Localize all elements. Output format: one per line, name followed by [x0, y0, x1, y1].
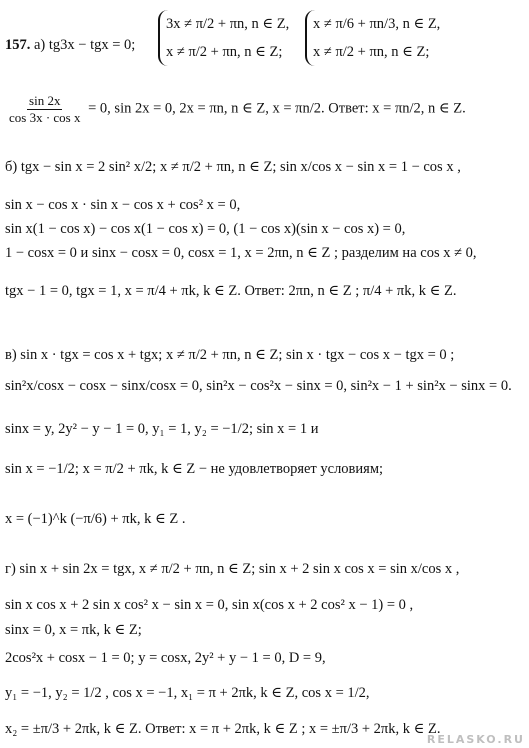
system-2-row-1: x ≠ π/6 + πn/3, n ∈ Z,: [313, 15, 441, 32]
part-a-label: а): [34, 37, 46, 53]
part-b-line-1: б) tgx − sin x = 2 sin² x/2; x ≠ π/2 + πn, n ∈ Z; sin x/cos x − sin x = 1 − cos x ,: [5, 159, 461, 175]
part-a-line-2: [5, 94, 466, 124]
part-b-line-2: sin x − cos x · sin x − cos x + cos² x = 0,: [5, 197, 241, 213]
part-v-line-5: x = (−1)^k (−π/6) + πk, k ∈ Z .: [5, 511, 186, 527]
part-g-line-1: г) sin x + sin 2x = tgx, x ≠ π/2 + πn, n ∈ Z; sin x + 2 sin x cos x = sin x/cos x ,: [5, 561, 460, 577]
problem-number-and-part-a: [5, 38, 135, 53]
part-g-line-2: sin x cos x + 2 sin x cos² x − sin x = 0, sin x(cos x + 2 cos² x − 1) = 0 ,: [5, 597, 414, 613]
system-1: [158, 10, 289, 66]
part-b-line-3: sin x(1 − cos x) − cos x(1 − cos x) = 0, (1 − cos x)(sin x − cos x) = 0,: [5, 221, 406, 237]
part-v-line-1: в) sin x · tgx = cos x + tgx; x ≠ π/2 + πn, n ∈ Z; sin x · tgx − cos x − tgx = 0 ;: [5, 347, 455, 363]
part-b-line-4: 1 − cosx = 0 и sinx − cosx = 0, cosx = 1, x = 2πn, n ∈ Z ; разделим на cos x ≠ 0,: [5, 245, 477, 261]
part-a-equation: tg3x − tgx = 0;: [48, 37, 136, 53]
part-v-line-2: sin²x/cosx − cosx − sinx/cosx = 0, sin²x − cos²x − sinx = 0, sin²x − 1 + sin²x − sinx = 0.: [5, 378, 512, 394]
part-g-line-3: sinx = 0, x = πk, k ∈ Z;: [5, 622, 142, 638]
fraction-numerator: sin 2x: [29, 93, 61, 108]
part-b-line-5: tgx − 1 = 0, tgx = 1, x = π/4 + πk, k ∈ Z. Ответ: 2πn, n ∈ Z ; π/4 + πk, k ∈ Z.: [5, 283, 457, 299]
part-v-line-3: sinx = y, 2y² − y − 1 = 0, y₁ = 1, y₂ = −1/2; sin x = 1 и: [5, 421, 319, 437]
fraction-denominator: cos 3x · cos x: [9, 109, 81, 125]
system-2: [305, 10, 440, 66]
part-g-line-5: y₁ = −1, y₂ = 1/2 , cos x = −1, x₁ = π + 2πk, k ∈ Z, cos x = 1/2,: [5, 685, 370, 701]
system-1-row-2: x ≠ π/2 + πn, n ∈ Z;: [166, 43, 283, 60]
part-v-line-4: sin x = −1/2; x = π/2 + πk, k ∈ Z − не удовлетворяет условиям;: [5, 461, 384, 477]
system-1-row-1: 3x ≠ π/2 + πn, n ∈ Z,: [166, 15, 290, 32]
part-a-line-2-rest: = 0, sin 2x = 0, 2x = πn, n ∈ Z, x = πn/2. Ответ: x = πn/2, n ∈ Z.: [88, 100, 466, 117]
part-g-line-4: 2cos²x + cosx − 1 = 0; y = cosx, 2y² + y − 1 = 0, D = 9,: [5, 650, 326, 666]
problem-number: 157.: [5, 37, 31, 53]
sin2x-over-cos3x-cosx-fraction: [7, 94, 83, 124]
part-g-line-6: x₂ = ±π/3 + 2πk, k ∈ Z. Ответ: x = π + 2πk, k ∈ Z ; x = ±π/3 + 2πk, k ∈ Z.: [5, 721, 441, 737]
system-2-row-2: x ≠ π/2 + πn, n ∈ Z;: [313, 43, 430, 60]
watermark-logo: RELASKO.RU: [426, 733, 525, 746]
